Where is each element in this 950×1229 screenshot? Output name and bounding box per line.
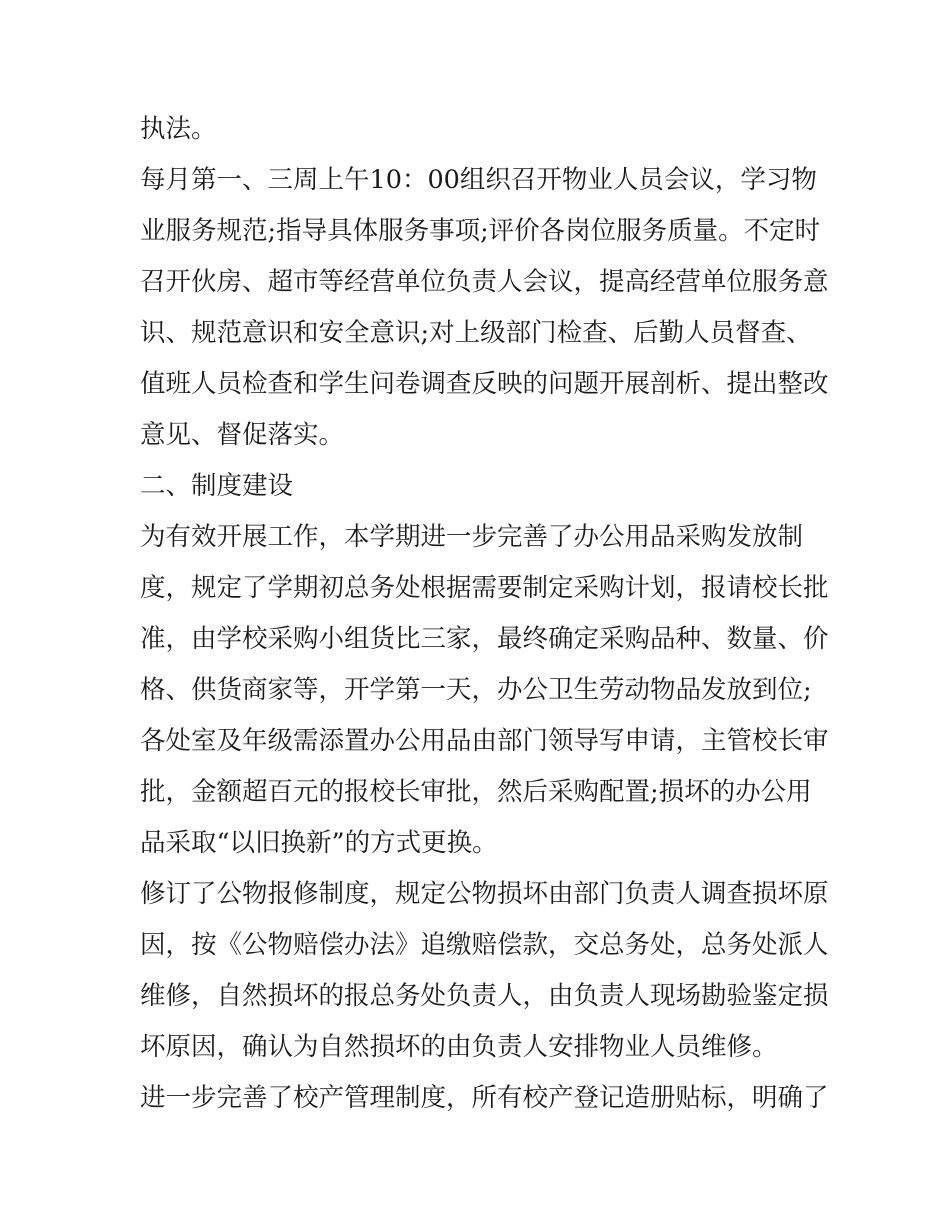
text-line: 执法。: [140, 114, 217, 144]
text-line: 值班人员检查和学生问卷调查反映的问题开展剖析、提出整改: [140, 369, 829, 399]
text-line: 业服务规范;指导具体服务事项;评价各岗位服务质量。不定时: [140, 216, 821, 246]
text-line: 意见、督促落实。: [140, 420, 345, 450]
text-line: 维修，自然损坏的报总务处负责人，由负责人现场勘验鉴定损: [140, 981, 829, 1011]
text-line: 坏原因，确认为自然损坏的由负责人安排物业人员维修。: [140, 1032, 778, 1062]
text-line: 因，按《公物赔偿办法》追缴赔偿款，交总务处，总务处派人: [140, 930, 829, 960]
text-line: 识、规范意识和安全意识;对上级部门检查、后勤人员督查、: [140, 318, 812, 348]
text-line: 度，规定了学期初总务处根据需要制定采购计划，报请校长批: [140, 573, 829, 603]
text-line: 批，金额超百元的报校长审批，然后采购配置;损坏的办公用: [140, 777, 812, 807]
text-line: 修订了公物报修制度，规定公物损坏由部门负责人调查损坏原: [140, 879, 829, 909]
text-line: 格、供货商家等，开学第一天，办公卫生劳动物品发放到位;: [140, 675, 812, 705]
text-line: 为有效开展工作，本学期进一步完善了办公用品采购发放制: [140, 522, 804, 552]
text-line: 品采取“以旧换新”的方式更换。: [140, 828, 498, 858]
text-line: 每月第一、三周上午10：00组织召开物业人员会议，学习物: [140, 165, 817, 195]
text-line: 准，由学校采购小组货比三家，最终确定采购品种、数量、价: [140, 624, 829, 654]
text-line: 进一步完善了校产管理制度，所有校产登记造册贴标，明确了: [140, 1083, 829, 1113]
document-page: [140, 104, 829, 1124]
text-line: 各处室及年级需添置办公用品由部门领导写申请，主管校长审: [140, 726, 829, 756]
text-line: 召开伙房、超市等经营单位负责人会议，提高经营单位服务意: [140, 267, 829, 297]
section-heading: 二、制度建设: [140, 471, 294, 501]
